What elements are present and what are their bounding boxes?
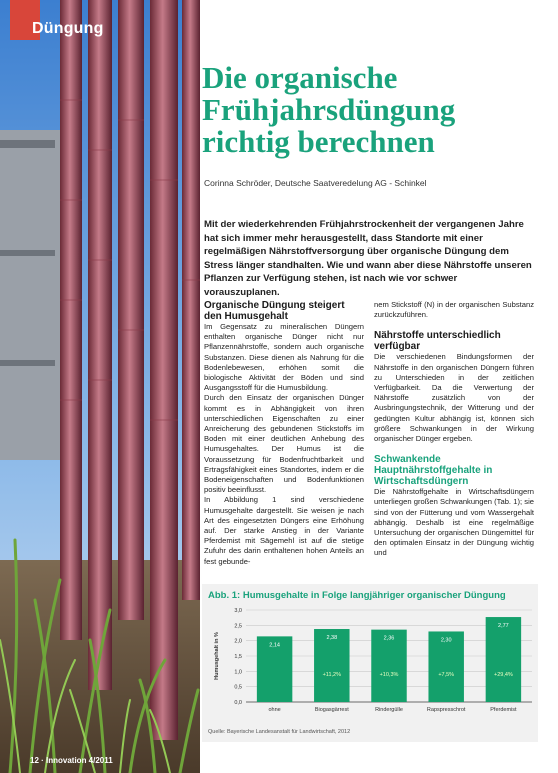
body-paragraph: Die verschiedenen Bindungsformen der Nährstoffe in den organischen Düngern führen zu Unterschieden in der zeitlichen Verfügbarkeit. Da die Verwertung der Nährstoffe zusätzlich von der Ausbringungstechnik, der Witterung und der gedüngten Kultur abhängig ist, können sich größere Schwankungen in der Wirkung organischer Dünger ergeben. xyxy=(374,352,534,444)
body-paragraph: Durch den Einsatz der organischen Dünger kommt es in Abhängigkeit von ihren unterschiedlichen Eigenschaften zu einer Anreicherung des gebundenen Stickstoffs im Boden mit einer deutlichen Anhebung des Humusgehaltes. Der Humus ist die Voraussetzung für Bodenfruchtbarkeit und Ertragsfähigkeit eines Standortes, indem er die Bodeneigenschaften und Bodenfunktionen positiv beeinflusst. xyxy=(204,393,364,495)
lead-paragraph: Mit der wiederkehrenden Frühjahrstrockenheit der vergangenen Jahre hat sich immer mehr herausgestellt, dass Standorte mit einer regelmäßigen Nährstoffversorgung über organische Düngung dem Stress länger standhalten. Wie und wann aber diese Nährstoffe unseren Pflanzen zur Verfügung stehen, ist nach wie vor schwer vorauszuplanen. xyxy=(204,219,532,298)
body-paragraph: Die Nährstoffgehalte in Wirtschaftsdüngern unterliegen großen Schwankungen (Tab. 1); sie sind von der Fütterung und vom Wassergehalt abhängig. Deshalb ist eine regelmäßige Untersuchung der organischen Düngemittel für den optimalen Einsatz in der Düngung wichtig und xyxy=(374,487,534,558)
section-label: Düngung xyxy=(32,20,104,37)
author-line: Corinna Schröder, Deutsche Saatveredelung AG - Schinkel xyxy=(204,178,427,188)
title-line: Die organische xyxy=(202,60,398,95)
bar-value-label: 2,77 xyxy=(498,623,509,630)
chart-title: Abb. 1: Humusgehalte in Folge langjähriger organischer Düngung xyxy=(208,590,506,601)
section-heading: Organische Düngung steigert den Humusgehalt xyxy=(204,300,345,322)
y-tick-label: 1,0 xyxy=(234,669,242,676)
x-tick-label: Pferdemist xyxy=(490,707,517,713)
x-tick-label: Rapspresschrot xyxy=(426,707,466,713)
y-tick-label: 2,5 xyxy=(234,623,242,630)
x-tick-label: Biogasgärrest xyxy=(314,707,349,713)
text-column-1 xyxy=(204,300,364,567)
y-tick-label: 0,0 xyxy=(234,700,242,706)
x-tick-label: Rindergülle xyxy=(375,707,403,713)
bar-value-label: 2,30 xyxy=(440,637,452,644)
bar-change-label: +11,2% xyxy=(322,671,342,678)
bar-value-label: 2,14 xyxy=(269,642,280,649)
section-heading: Nährstoffe unterschiedlich verfügbar xyxy=(374,330,501,353)
title-line: richtig berechnen xyxy=(202,124,435,159)
field-photo xyxy=(0,0,200,773)
bar-value-label: 2,38 xyxy=(326,635,338,642)
bar-change-label: +10,3% xyxy=(379,671,399,678)
page-footer: 12 · Innovation 4/2011 xyxy=(30,756,113,765)
body-paragraph: Im Gegensatz zu mineralischen Düngern enthalten organische Dünger nicht nur Pflanzennährstoffe, sondern auch organische Substanzen. Diese dienen als Nahrung für die Bodenlebewesen, erhöhen somit die biologische Aktivität der Böden und sind Ausgangsstoff für die Humusbildung. xyxy=(204,322,364,393)
y-tick-label: 3,0 xyxy=(234,608,242,614)
humus-bar-chart xyxy=(202,604,538,734)
bar-change-label: +7,5% xyxy=(438,671,455,678)
bar xyxy=(486,617,521,702)
y-axis-label: Humusgehalt in % xyxy=(214,632,220,680)
article-title xyxy=(202,62,542,158)
chart-source: Quelle: Bayerische Landesanstalt für Landwirtschaft, 2012 xyxy=(208,729,351,735)
body-paragraph: nem Stickstoff (N) in der organischen Substanz zurückzuführen. xyxy=(374,300,534,320)
body-paragraph: In Abbildung 1 sind verschiedene Humusgehalte dargestellt. Sie weisen je nach Art des eingesetzten Düngers eine Erhöhung auf. Der starke Anstieg in der Variante Pferdemist mit Sägemehl ist auf die stetige Zufuhr des darin enthaltenen hohen Anteils an fest gebunde- xyxy=(204,495,364,566)
y-tick-label: 2,0 xyxy=(234,638,242,645)
bar-value-label: 2,36 xyxy=(383,635,395,642)
y-tick-label: 1,5 xyxy=(234,654,242,660)
section-heading: Schwankende Hauptnährstoffgehalte in Wirtschaftsdüngern xyxy=(374,454,493,488)
x-tick-label: ohne xyxy=(268,707,281,713)
y-tick-label: 0,5 xyxy=(234,684,242,691)
title-line: Frühjahrsdüngung xyxy=(202,92,456,127)
chart-box xyxy=(202,584,538,742)
bar-change-label: +29,4% xyxy=(493,671,513,678)
text-column-2 xyxy=(374,300,534,559)
